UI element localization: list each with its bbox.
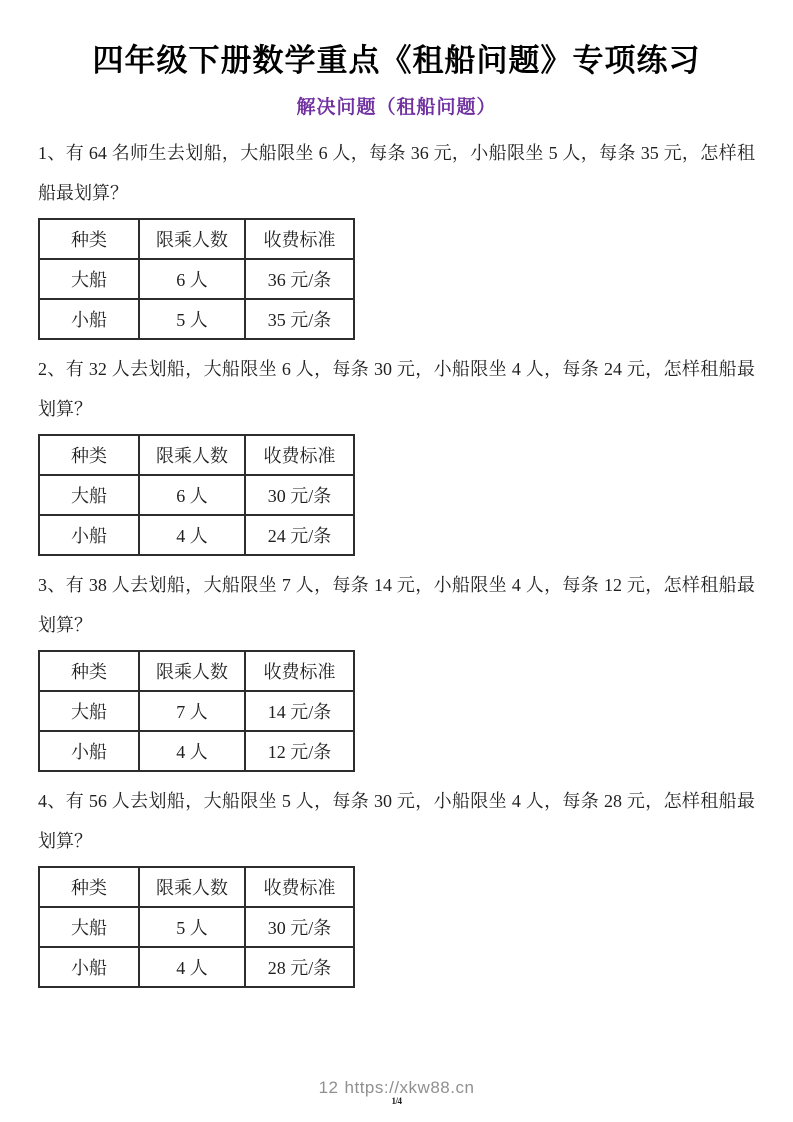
col-header-fee: 收费标准 bbox=[245, 867, 354, 907]
cell-capacity: 7 人 bbox=[139, 691, 245, 731]
problem-2 bbox=[38, 349, 755, 556]
table-header-row bbox=[39, 435, 354, 475]
table-row-big-boat bbox=[39, 907, 354, 947]
problem-1-text: 1、有 64 名师生去划船，大船限坐 6 人，每条 36 元，小船限坐 5 人，每条 35 元，怎样租船最划算？ bbox=[38, 142, 755, 204]
col-header-capacity: 限乘人数 bbox=[139, 435, 245, 475]
footer-site-line bbox=[0, 1078, 793, 1098]
col-header-fee: 收费标准 bbox=[245, 219, 354, 259]
problem-4-text: 4、有 56 人去划船，大船限坐 5 人，每条 30 元，小船限坐 4 人，每条 28 元，怎样租船最划算？ bbox=[38, 790, 755, 852]
cell-boat-type: 大船 bbox=[39, 907, 139, 947]
problem-1 bbox=[38, 133, 755, 340]
footer-site-url: https://xkw88.cn bbox=[344, 1078, 475, 1097]
col-header-type: 种类 bbox=[39, 651, 139, 691]
table-row-small-boat bbox=[39, 947, 354, 987]
cell-boat-type: 大船 bbox=[39, 475, 139, 515]
problem-2-table bbox=[38, 434, 355, 556]
problem-3 bbox=[38, 565, 755, 772]
document-header bbox=[0, 42, 793, 119]
table-row-small-boat bbox=[39, 299, 354, 339]
table-row-big-boat bbox=[39, 475, 354, 515]
page-indicator: 1/4 bbox=[391, 1096, 402, 1106]
problem-1-table bbox=[38, 218, 355, 340]
cell-fee: 28 元/条 bbox=[245, 947, 354, 987]
table-row-small-boat bbox=[39, 515, 354, 555]
cell-fee: 30 元/条 bbox=[245, 475, 354, 515]
col-header-fee: 收费标准 bbox=[245, 651, 354, 691]
cell-boat-type: 大船 bbox=[39, 691, 139, 731]
problems-list bbox=[38, 133, 755, 988]
page-title: 四年级下册数学重点《租船问题》专项练习 bbox=[92, 43, 701, 78]
col-header-capacity: 限乘人数 bbox=[139, 867, 245, 907]
cell-boat-type: 小船 bbox=[39, 299, 139, 339]
cell-capacity: 5 人 bbox=[139, 299, 245, 339]
table-header-row bbox=[39, 651, 354, 691]
table-row-small-boat bbox=[39, 731, 354, 771]
document-footer bbox=[0, 1078, 793, 1106]
page-subtitle: 解决问题（租船问题） bbox=[296, 96, 497, 118]
cell-fee: 12 元/条 bbox=[245, 731, 354, 771]
cell-capacity: 4 人 bbox=[139, 731, 245, 771]
footer-number: 12 bbox=[318, 1078, 339, 1097]
col-header-capacity: 限乘人数 bbox=[139, 219, 245, 259]
cell-capacity: 4 人 bbox=[139, 515, 245, 555]
col-header-type: 种类 bbox=[39, 867, 139, 907]
col-header-capacity: 限乘人数 bbox=[139, 651, 245, 691]
col-header-type: 种类 bbox=[39, 219, 139, 259]
cell-fee: 36 元/条 bbox=[245, 259, 354, 299]
cell-boat-type: 小船 bbox=[39, 515, 139, 555]
cell-fee: 30 元/条 bbox=[245, 907, 354, 947]
table-header-row bbox=[39, 867, 354, 907]
col-header-fee: 收费标准 bbox=[245, 435, 354, 475]
problem-3-table bbox=[38, 650, 355, 772]
cell-boat-type: 大船 bbox=[39, 259, 139, 299]
table-header-row bbox=[39, 219, 354, 259]
problem-4 bbox=[38, 781, 755, 988]
table-row-big-boat bbox=[39, 691, 354, 731]
cell-fee: 35 元/条 bbox=[245, 299, 354, 339]
cell-capacity: 6 人 bbox=[139, 475, 245, 515]
table-row-big-boat bbox=[39, 259, 354, 299]
cell-boat-type: 小船 bbox=[39, 947, 139, 987]
problem-2-text: 2、有 32 人去划船，大船限坐 6 人，每条 30 元，小船限坐 4 人，每条 24 元，怎样租船最划算？ bbox=[38, 358, 755, 420]
cell-capacity: 5 人 bbox=[139, 907, 245, 947]
cell-fee: 24 元/条 bbox=[245, 515, 354, 555]
cell-capacity: 6 人 bbox=[139, 259, 245, 299]
col-header-type: 种类 bbox=[39, 435, 139, 475]
cell-boat-type: 小船 bbox=[39, 731, 139, 771]
problem-4-table bbox=[38, 866, 355, 988]
cell-fee: 14 元/条 bbox=[245, 691, 354, 731]
cell-capacity: 4 人 bbox=[139, 947, 245, 987]
problem-3-text: 3、有 38 人去划船，大船限坐 7 人，每条 14 元，小船限坐 4 人，每条 12 元，怎样租船最划算？ bbox=[38, 574, 755, 636]
